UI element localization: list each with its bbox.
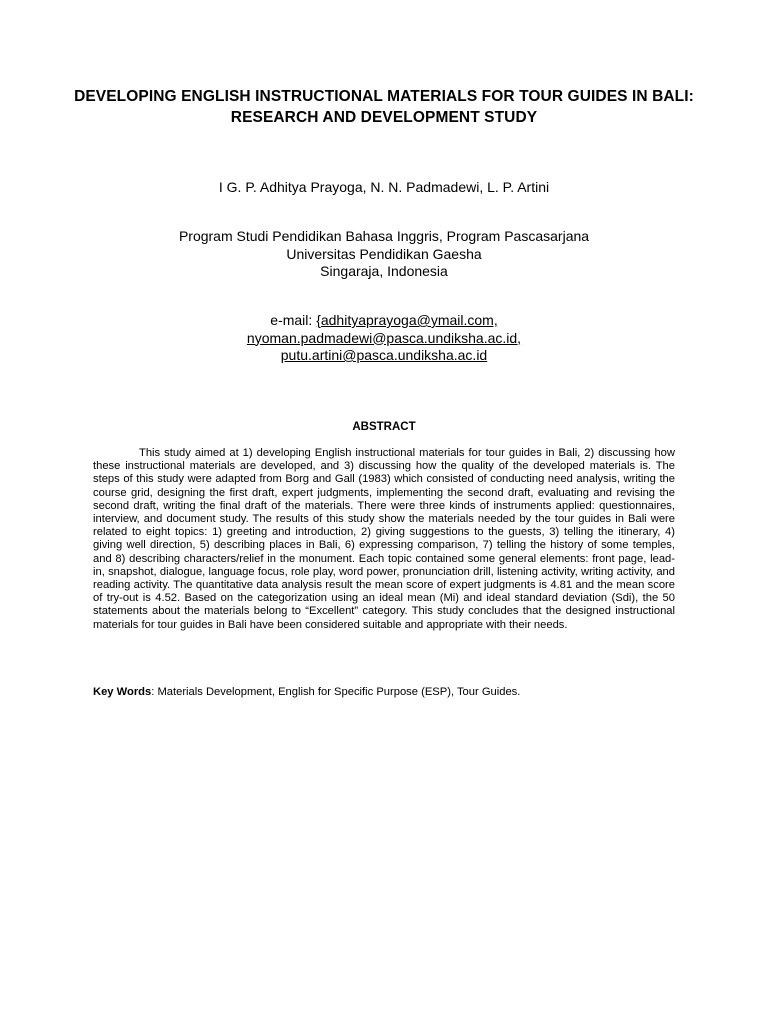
keywords-line: [93, 686, 683, 699]
email-line-3: [0, 347, 768, 365]
keywords-label: Key Words: [93, 686, 152, 698]
keywords-separator: :: [151, 686, 158, 698]
email-link-author-1[interactable]: {adhityaprayoga@ymail.com,: [316, 312, 498, 328]
paper-title: DEVELOPING ENGLISH INSTRUCTIONAL MATERIALS FOR TOUR GUIDES IN BALI: RESEARCH AND DEVELOPMENT STUDY: [74, 88, 694, 126]
email-block: [0, 312, 768, 365]
affiliation-line-university: Universitas Pendidikan Gaesha: [286, 245, 482, 262]
email-link-author-2[interactable]: nyoman.padmadewi@pasca.undiksha.ac.id,: [246, 329, 522, 346]
affiliation-block: [0, 228, 768, 281]
abstract-heading: ABSTRACT: [352, 421, 416, 433]
email-line-1: [0, 312, 768, 330]
affiliation-line-program: Program Studi Pendidikan Bahasa Inggris, Program Pascasarjana: [178, 228, 590, 244]
keywords-text: Materials Development, English for Specific Purpose (ESP), Tour Guides.: [157, 686, 521, 698]
email-link-author-3[interactable]: putu.artini@pasca.undiksha.ac.id: [280, 347, 488, 363]
affiliation-line-location: Singaraja, Indonesia: [320, 263, 448, 279]
email-prefix: e-mail:: [270, 312, 317, 328]
email-line-2: [0, 330, 768, 348]
abstract-body: This study aimed at 1) developing English instructional materials for tour guides in Bali, 2) discussing how these instructional materials are developed, and 3) discussing how the quality of the developed materials is. The steps of this study were adapted from Borg and Gall (1983) which consisted of conducting need analysis, writing the course grid, designing the first draft, expert judgments, implementing the second draft, evaluating and revising the second draft, writing the final draft of the materials. There were three kinds of instruments applied: questionnaires, interview, and document study. The results of this study show the materials needed by the tour guides in Bali were related to eight topics: 1) greeting and introduction, 2) giving suggestions to the guests, 3) telling the itinerary, 4) giving well direction, 5) describing places in Bali, 6) expressing comparison, 7) telling the history of some temples, and 8) describing characters/relief in the monument. Each topic contained some general elements: front page, lead-in, snapshot, dialogue, language focus, role play, word power, pronunciation drill, listening activity, writing activity, and reading activity. The quantitative data analysis result the mean score of expert judgments is 4.81 and the mean score of try-out is 4.52. Based on the categorization using an ideal mean (Mi) and ideal standard deviation (Sdi), the 50 statements about the materials belong to “Excellent” category. This study concludes that the designed instructional materials for tour guides in Bali have been considered suitable and appropriate with their needs.: [93, 447, 675, 631]
author-list: I G. P. Adhitya Prayoga, N. N. Padmadewi, L. P. Artini: [218, 179, 550, 195]
